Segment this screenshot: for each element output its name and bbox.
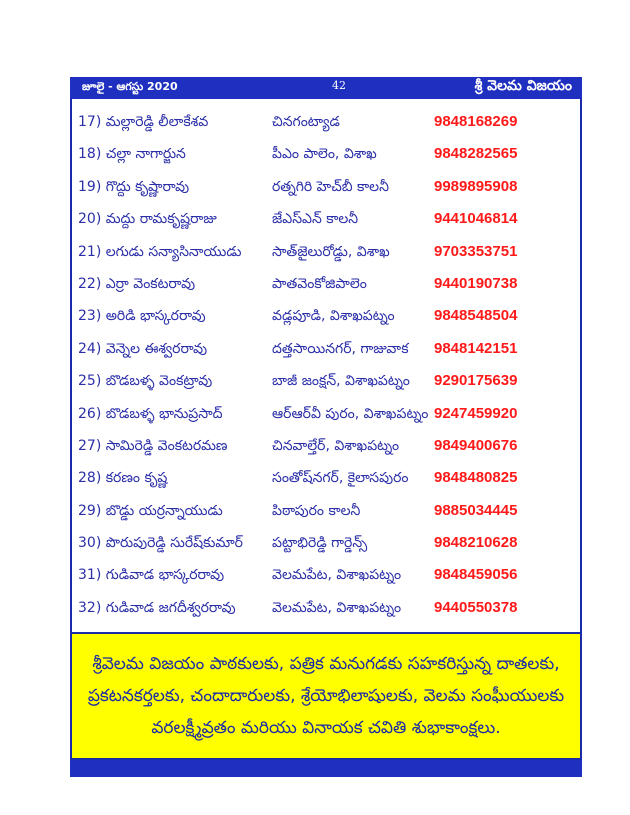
donor-place: సాత్‌జైలురోడ్డు, విశాఖ [272,243,390,260]
donor-list [72,110,580,628]
page-header [70,77,582,99]
list-item [72,499,580,531]
donor-name: 22) ఎర్రా వెంకటరావు [78,275,196,292]
list-item [72,402,580,434]
greeting-line-3: వరలక్ష్మీవ్రతం మరియు వినాయక చవితి శుభాకాంక్షలు. [151,718,501,738]
donor-place: పిఠాపురం కాలనీ [272,502,361,519]
donor-name: 18) చల్లా నాగార్జున [78,146,186,163]
donor-phone: 9848548504 [434,307,518,325]
donor-phone: 9848210628 [434,534,518,552]
donor-name: 23) అరిడి భాస్కరరావు [78,308,206,325]
magazine-title: శ్రీ వెలమ విజయం [474,78,572,94]
donor-place: చినగంట్యాడ [272,114,340,130]
page-footer-bar [70,760,582,777]
donor-name: 28) కరణం కృష్ణ [78,470,168,487]
donor-place: వెలమపేట, విశాఖపట్నం [272,567,402,584]
list-item [72,142,580,174]
list-item [72,207,580,239]
donor-name: 20) మద్దు రామకృష్ణరాజు [78,211,217,228]
donor-phone: 9247459920 [434,404,518,422]
donor-phone: 9441046814 [434,210,518,228]
donor-phone: 9440190738 [434,274,518,292]
donor-name: 32) గుడివాడ జగదీశ్వరరావు [78,599,236,616]
donor-place: జేఎస్ఎన్ కాలనీ [272,211,359,228]
donor-phone: 9885034445 [434,501,518,519]
donor-place: పట్టాభిరెడ్డి గార్డెన్స్ [272,535,368,552]
list-item [72,110,580,142]
greeting-line-1: శ్రీవెలమ విజయం పాఠకులకు, పత్రిక మనుగడకు సహకరిస్తున్న దాతలకు, [92,654,560,674]
donor-phone: 9440550378 [434,598,518,616]
donor-name: 17) మల్లారెడ్డి లీలాకేశవ [78,114,209,130]
donor-name: 21) లగుడు సన్యాసినాయుడు [78,243,242,260]
donor-place: చినవాల్తేర్, విశాఖపట్నం [272,437,400,454]
donor-phone: 9703353751 [434,242,518,260]
donor-phone: 9848459056 [434,566,518,584]
donor-place: వడ్లపూడి, విశాఖపట్నం [272,308,395,325]
donor-name: 27) సామిరెడ్డి వెంకటరమణ [78,437,228,454]
list-item [72,434,580,466]
list-item [72,337,580,369]
donor-phone: 9848168269 [434,113,518,130]
list-item [72,596,580,628]
list-item [72,240,580,272]
donor-phone: 9848142151 [434,339,518,357]
donor-name: 29) బొడ్డు యర్రన్నాయుడు [78,502,223,519]
list-item [72,369,580,401]
donor-name: 25) బొడబళ్ళ వెంకట్రావు [78,373,213,390]
list-item [72,466,580,498]
donor-place: రత్నగిరి హెచ్‌బీ కాలనీ [272,178,389,195]
donor-name: 30) పొరుపురెడ్డి సురేష్‌కుమార్ [78,535,243,552]
donor-phone: 9848480825 [434,469,518,487]
greeting-line-2: ప్రకటనకర్తలకు, చందాదారులకు, శ్రేయోభిలాషులకు, వెలమ సంఘీయులకు [87,686,565,706]
donor-place: పాతవెంకోజిపాలెం [272,275,367,292]
list-item [72,272,580,304]
list-item [72,563,580,595]
page-number: 42 [332,79,346,92]
donor-place: వెలమపేట, విశాఖపట్నం [272,599,402,616]
donor-phone: 9290175639 [434,372,518,390]
donor-place: పీఎం పాలెం, విశాఖ [272,146,377,163]
donor-name: 31) గుడివాడ భాస్కరరావు [78,567,225,584]
greeting-notice [70,632,582,760]
donor-place: ఆర్ఆర్‌వీ పురం, విశాఖపట్నం [272,405,429,422]
donor-phone: 9848282565 [434,145,518,163]
list-item [72,304,580,336]
donor-name: 24) వెన్నెల ఈశ్వరరావు [78,340,208,357]
donor-place: దత్తసాయినగర్, గాజువాక [272,340,409,357]
list-item [72,175,580,207]
donor-name: 26) బొడబళ్ళ భానుప్రసాద్ [78,405,223,422]
list-item [72,531,580,563]
donor-name: 19) గొద్దు కృష్ణారావు [78,178,190,195]
donor-place: సంతోష్‌నగర్, కైలాసపురం [272,470,409,487]
donor-place: బాజీ జంక్షన్, విశాఖపట్నం [272,373,410,390]
issue-date: జూలై - ఆగస్టు 2020 [82,80,178,93]
donor-phone: 9989895908 [434,177,518,195]
donor-phone: 9849400676 [434,436,518,454]
